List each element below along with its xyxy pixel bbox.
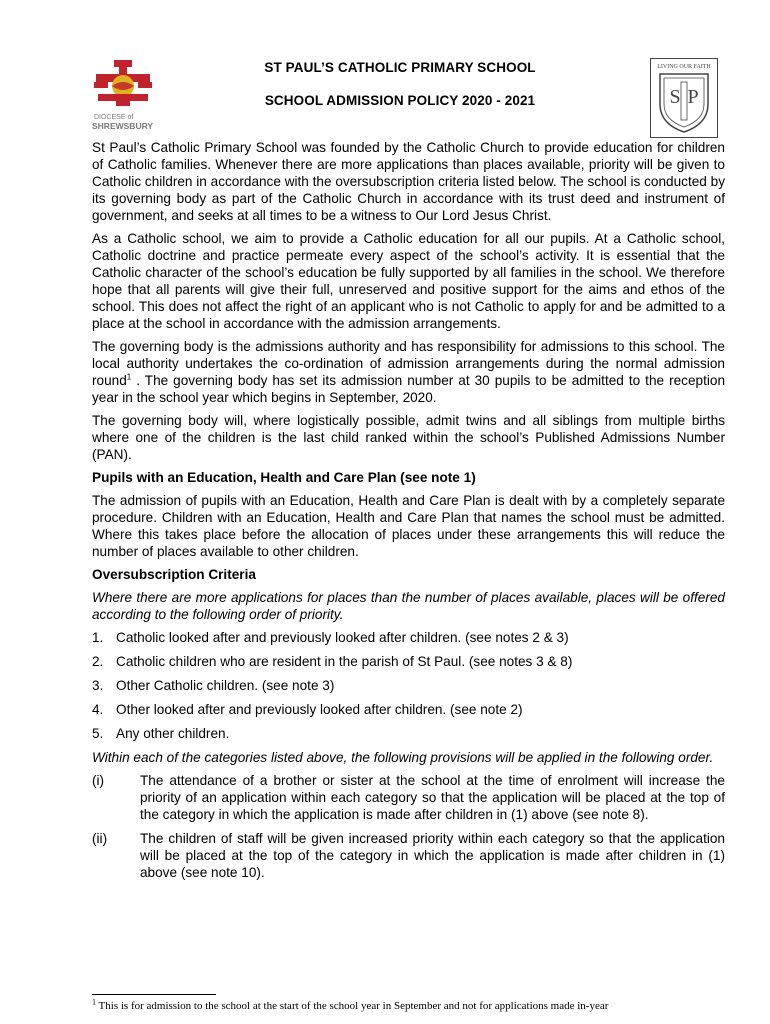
oversubscription-intro: Where there are more applications for places than the number of places available, places will be offered according to the following order of priority. [92,590,725,622]
criteria-text: Other looked after and previously looked after children. (see note 2) [116,702,523,717]
footnote-reference: 1 [126,372,132,382]
ehcp-paragraph: The admission of pupils with an Education, Health and Care Plan is dealt with by a completely separate procedure. Children with an Education, Health and Care Plan that names the school must be admitted. Where this takes place before the allocation of places under these arrangements this will reduce the number of places available to other children. [92,493,725,559]
criteria-text: Catholic looked after and previously looked after children. (see notes 2 & 3) [116,630,569,645]
criteria-text: Other Catholic children. (see note 3) [116,678,335,693]
governing-body-paragraph [92,338,725,406]
provision-text: The children of staff will be given increased priority within each category so that the application will be placed at the top of the category in which the application is made after children in (1) above (see note 10). [140,831,725,880]
criteria-item [92,653,725,670]
criteria-number: 5. [92,726,104,741]
criteria-number: 4. [92,702,104,717]
footnote-marker: 1 [92,997,96,1007]
criteria-item [92,701,725,718]
criteria-item [92,677,725,694]
diocese-line-2: SHREWSBURY [92,121,154,131]
provisions-intro: Within each of the categories listed above, the following provisions will be applied in the following order. [92,750,714,765]
crest-letter-p: P [687,86,699,108]
intro-paragraph: St Paul’s Catholic Primary School was founded by the Catholic Church to provide education for children of Catholic families. Whenever there are more applications than places available, priority will be given to Catholic children in accordance with the oversubscription criteria listed below. The school is conducted by its governing body as part of the Catholic Church in accordance with its trust deed and instrument of government, and seeks at all times to be a witness to Our Lord Jesus Christ. [92,140,725,223]
footnote-divider [92,994,216,995]
footnote [92,997,732,1012]
governing-body-text-b: . The governing body has set its admission number at 30 pupils to be admitted to the reception year in the school year which begins in September, 2020. [92,373,725,405]
provision-item [92,830,725,881]
provision-number: (i) [92,773,105,788]
ehcp-heading: Pupils with an Education, Health and Care Plan (see note 1) [92,470,476,485]
school-crest-logo [650,58,718,138]
catholic-education-paragraph: As a Catholic school, we aim to provide a Catholic education for all our pupils. At a Catholic school, Catholic doctrine and practice permeate every aspect of the school’s activity. It is essential that the Catholic character of the school’s education be fully supported by all families in the school. We therefore hope that all parents will give their full, unreserved and positive support for the aims and ethos of the school. This does not affect the right of an applicant who is not Catholic to apply for and be admitted to a place at the school in accordance with the admission arrangements. [92,231,725,331]
policy-title: SCHOOL ADMISSION POLICY 2020 - 2021 [264,93,536,108]
provision-number: (ii) [92,831,108,846]
diocese-line-1: DIOCESE of [94,114,134,121]
twins-paragraph: The governing body will, where logistically possible, admit twins and all siblings from multiple births where one of the children is the last child ranked within the school’s Published Admissions Number (PAN). [92,413,725,462]
school-name: ST PAUL’S CATHOLIC PRIMARY SCHOOL [264,60,536,75]
criteria-number: 3. [92,678,104,693]
provision-item [92,772,725,823]
criteria-text: Any other children. [116,726,230,741]
criteria-item [92,725,725,742]
criteria-number: 2. [92,654,104,669]
criteria-text: Catholic children who are resident in the parish of St Paul. (see notes 3 & 8) [116,654,573,669]
criteria-item [92,629,725,646]
policy-body [92,139,725,888]
provision-text: The attendance of a brother or sister at the school at the time of enrolment will increase the priority of an application within each category so that the application will be placed at the top of the category in which the application is made after children in (1) above (see note 8). [140,773,725,822]
crest-letter-s: S [669,86,681,108]
oversubscription-heading: Oversubscription Criteria [92,567,256,582]
crest-motto: LIVING OUR FAITH [657,64,711,70]
diocese-of-shrewsbury-logo [92,58,156,134]
criteria-number: 1. [92,630,104,645]
footnote-text: This is for admission to the school at the start of the school year in September and not for applications made in-year [96,1000,609,1012]
governing-body-text-a: The governing body is the admissions authority and has responsibility for admissions to this school. The local authority undertakes the co-ordination of admission arrangements during the normal admission round [92,339,725,388]
